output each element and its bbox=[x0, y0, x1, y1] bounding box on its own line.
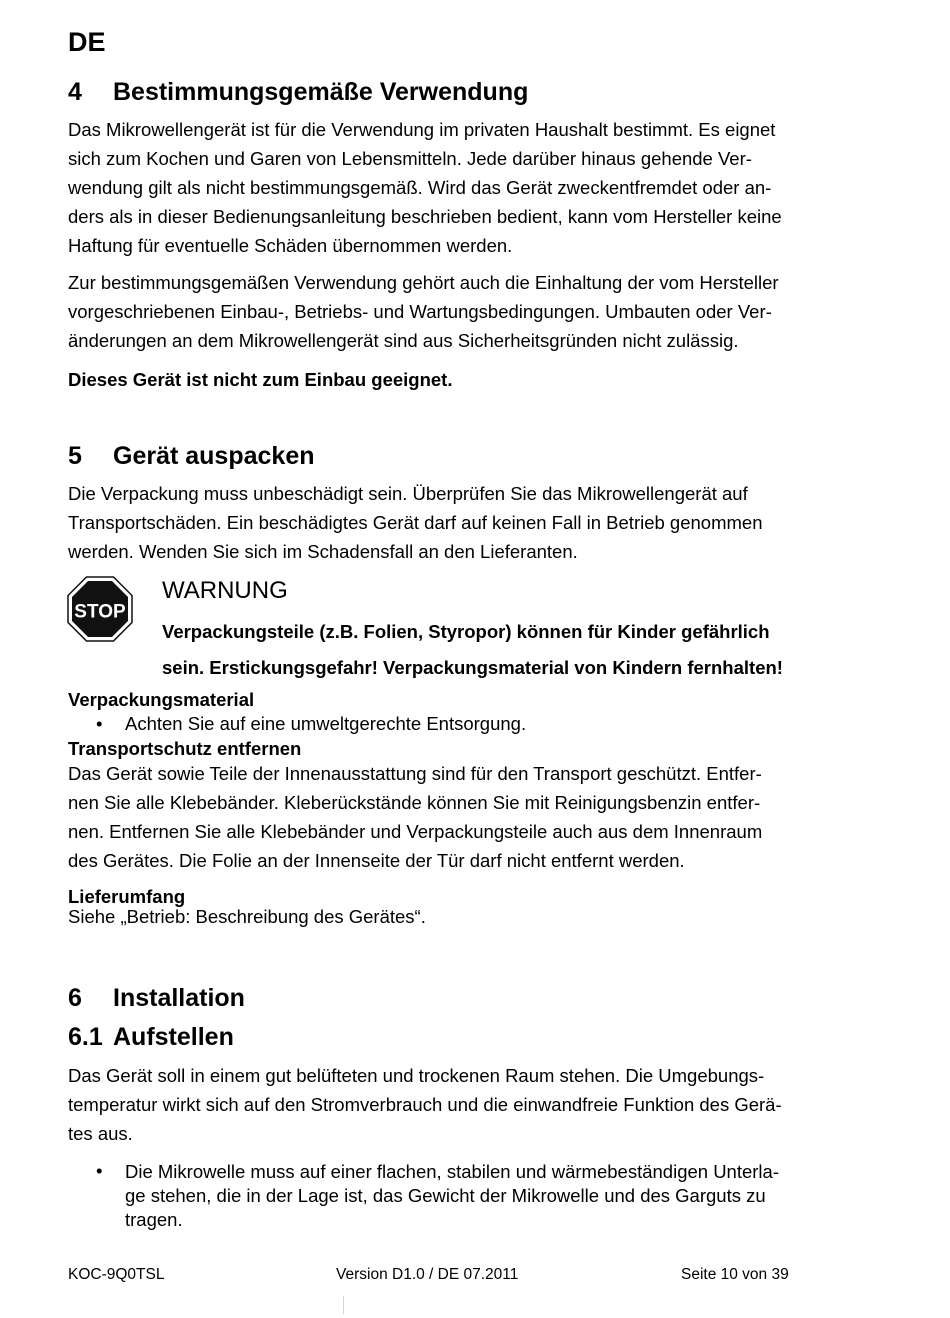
section-number: 6.1 bbox=[68, 1023, 103, 1051]
section-6-heading bbox=[68, 984, 245, 1013]
text-line: ge stehen, die in der Lage ist, das Gewicht der Mikrowelle und des Garguts zu bbox=[125, 1185, 766, 1206]
section-5-heading bbox=[68, 442, 315, 471]
section-title: Bestimmungsgemäße Verwendung bbox=[113, 78, 529, 106]
stop-sign-label: STOP bbox=[74, 601, 126, 623]
text-line: sich zum Kochen und Garen von Lebensmitteln. Jede darüber hinaus gehende Ver- bbox=[68, 148, 752, 169]
divider bbox=[343, 1296, 344, 1314]
transport-paragraph bbox=[68, 759, 883, 875]
text-line: tragen. bbox=[125, 1209, 183, 1230]
section-number: 5 bbox=[68, 442, 82, 470]
section-number: 6 bbox=[68, 984, 82, 1012]
text-line: temperatur wirkt sich auf den Stromverbrauch und die einwandfreie Funktion des Gerä- bbox=[68, 1094, 782, 1115]
language-code: DE bbox=[68, 27, 106, 57]
bullet-text bbox=[125, 1160, 779, 1232]
warning-title: WARNUNG bbox=[162, 577, 288, 604]
text-line: Siehe „Betrieb: Beschreibung des Gerätes“. bbox=[68, 906, 426, 927]
text-line: werden. Wenden Sie sich im Schadensfall an den Lieferanten. bbox=[68, 541, 578, 562]
warning-text bbox=[162, 614, 783, 686]
text-line: nen. Entfernen Sie alle Klebebänder und Verpackungsteile auch aus dem Innenraum bbox=[68, 821, 763, 842]
bullet-icon: • bbox=[96, 713, 103, 734]
packaging-heading: Verpackungsmaterial bbox=[68, 689, 255, 710]
text-line: Haftung für eventuelle Schäden übernommen werden. bbox=[68, 235, 513, 256]
footer-version: Version D1.0 / DE 07.2011 bbox=[336, 1266, 519, 1283]
text-line: Zur bestimmungsgemäßen Verwendung gehört auch die Einhaltung der vom Hersteller bbox=[68, 272, 779, 293]
delivery-heading: Lieferumfang bbox=[68, 886, 186, 907]
transport-heading: Transportschutz entfernen bbox=[68, 738, 302, 759]
section-title: Aufstellen bbox=[113, 1023, 234, 1051]
text-line: Transportschäden. Ein beschädigtes Gerät darf auf keinen Fall in Betrieb genommen bbox=[68, 512, 763, 533]
section-4-heading bbox=[68, 78, 528, 107]
section-6-paragraph-1 bbox=[68, 1061, 883, 1148]
text-line: wendung gilt als nicht bestimmungsgemäß. Wird das Gerät zweckentfremdet oder an- bbox=[68, 177, 772, 198]
text-line: Die Mikrowelle muss auf einer flachen, stabilen und wärmebeständigen Unterla- bbox=[125, 1161, 779, 1182]
section-4-note bbox=[68, 365, 883, 394]
text-line: vorgeschriebenen Einbau-, Betriebs- und Wartungsbedingungen. Umbauten oder Ver- bbox=[68, 301, 772, 322]
note-text: Dieses Gerät ist nicht zum Einbau geeignet. bbox=[68, 369, 453, 390]
text-line: Die Verpackung muss unbeschädigt sein. Überprüfen Sie das Mikrowellengerät auf bbox=[68, 483, 748, 504]
text-line: änderungen an dem Mikrowellengerät sind aus Sicherheitsgründen nicht zulässig. bbox=[68, 330, 739, 351]
text-line: tes aus. bbox=[68, 1123, 133, 1144]
footer-model: KOC-9Q0TSL bbox=[68, 1266, 165, 1283]
section-6-1-heading bbox=[68, 1023, 234, 1052]
text-line: des Gerätes. Die Folie an der Innenseite der Tür darf nicht entfernt werden. bbox=[68, 850, 685, 871]
bullet-icon: • bbox=[96, 1160, 103, 1181]
section-4-paragraph-2 bbox=[68, 268, 883, 355]
section-title: Installation bbox=[113, 984, 245, 1012]
bullet-text: Achten Sie auf eine umweltgerechte Entsorgung. bbox=[125, 713, 527, 734]
text-line: Das Gerät sowie Teile der Innenausstattung sind für den Transport geschützt. Entfer- bbox=[68, 763, 762, 784]
delivery-paragraph bbox=[68, 905, 883, 929]
section-5-paragraph-1 bbox=[68, 479, 883, 566]
text-line: Verpackungsteile (z.B. Folien, Styropor) können für Kinder gefährlich bbox=[162, 621, 770, 642]
text-line: sein. Erstickungsgefahr! Verpackungsmaterial von Kindern fernhalten! bbox=[162, 657, 783, 678]
footer-page-number: Seite 10 von 39 bbox=[681, 1266, 789, 1283]
text-line: Das Mikrowellengerät ist für die Verwendung im privaten Haushalt bestimmt. Es eignet bbox=[68, 119, 776, 140]
stop-sign-icon bbox=[67, 576, 133, 642]
text-line: ders als in dieser Bedienungsanleitung beschrieben bedient, kann vom Hersteller keine bbox=[68, 206, 782, 227]
section-4-paragraph-1 bbox=[68, 115, 883, 260]
text-line: nen Sie alle Klebebänder. Kleberückstände können Sie mit Reinigungsbenzin entfer- bbox=[68, 792, 761, 813]
section-number: 4 bbox=[68, 78, 82, 106]
text-line: Das Gerät soll in einem gut belüfteten und trockenen Raum stehen. Die Umgebungs- bbox=[68, 1065, 765, 1086]
section-title: Gerät auspacken bbox=[113, 442, 315, 470]
